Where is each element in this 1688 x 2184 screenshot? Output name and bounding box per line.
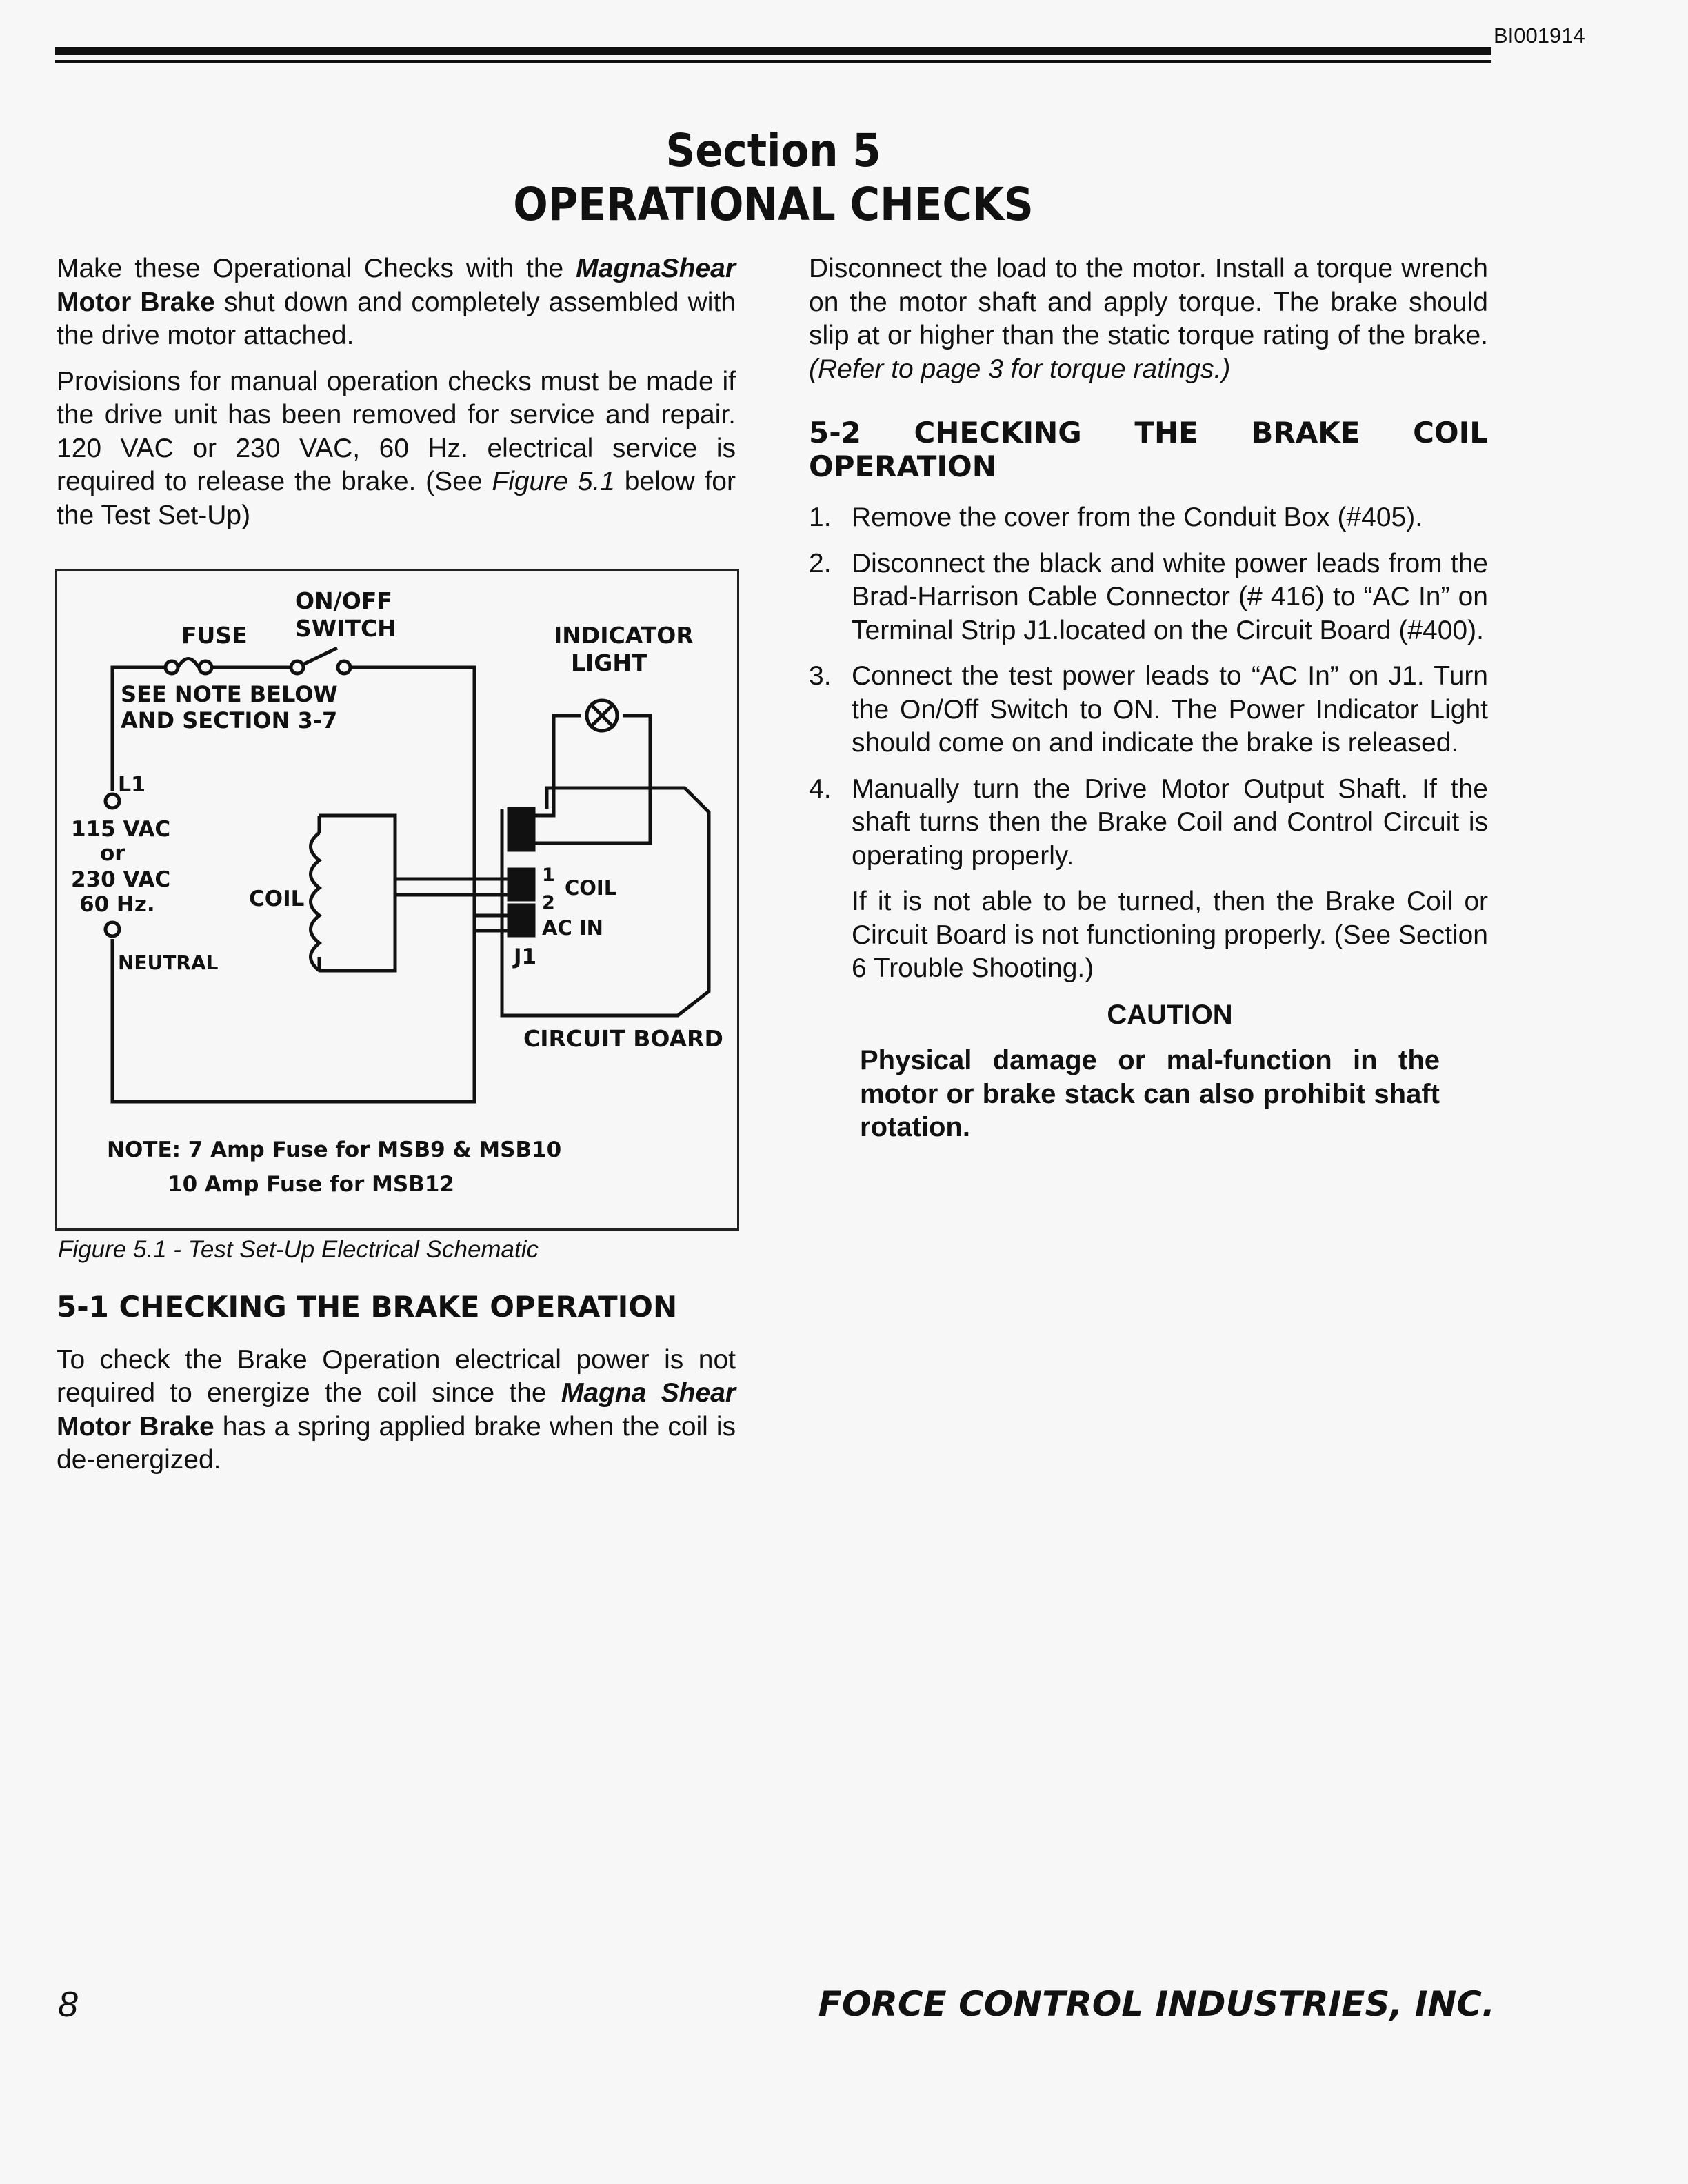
label-circuit-board: CIRCUIT BOARD — [523, 1025, 723, 1052]
label-indicator: INDICATOR — [554, 622, 694, 649]
label-see-note: SEE NOTE BELOW — [121, 681, 338, 707]
label-note-line2: 10 Amp Fuse for MSB12 — [168, 1172, 454, 1197]
label-pin1: 1 — [542, 865, 555, 886]
product-name-italic: MagnaShear — [576, 254, 736, 283]
figure-reference: Figure 5.1 — [492, 467, 615, 496]
test-setup-schematic — [57, 571, 737, 1228]
step-item: 2. Disconnect the black and white power leads from the Brad-Harrison Cable Connector (# 416) to “AC In” on Terminal Strip J1.located on the Circuit Board (#400). — [809, 548, 1488, 645]
label-onoff: ON/OFF — [295, 587, 392, 614]
not-turned-paragraph: If it is not able to be turned, then the Brake Coil or Circuit Board is not functioning properly. (See Section 6 Trouble Shooting.) — [852, 887, 1488, 983]
section-title: OPERATIONAL CHECKS — [513, 178, 1034, 231]
product-name-bold-2: Motor Brake — [57, 1411, 214, 1442]
step-item: 4. Manually turn the Drive Motor Output Shaft. If the shaft turns then the Brake Coil and Control Circuit is operating properly. — [809, 774, 1488, 871]
label-fuse: FUSE — [181, 622, 248, 649]
step-item: 1. Remove the cover from the Conduit Box (#405). — [809, 503, 1423, 532]
product-name-bold: Motor Brake — [57, 287, 215, 317]
section-5-2-heading: 5-2 CHECKING THE BRAKE COIL OPERATION — [809, 416, 1488, 483]
label-60hz: 60 Hz. — [79, 892, 155, 917]
right-column — [809, 252, 1488, 1157]
label-see-section: AND SECTION 3-7 — [121, 707, 338, 734]
label-note-line1: NOTE: 7 Amp Fuse for MSB9 & MSB10 — [107, 1138, 562, 1162]
label-pin2: 2 — [542, 892, 555, 913]
torque-reference: (Refer to page 3 for torque ratings.) — [809, 354, 1231, 384]
company-name: FORCE CONTROL INDUSTRIES, INC. — [818, 1984, 1495, 2024]
label-light: LIGHT — [571, 649, 647, 676]
label-neutral: NEUTRAL — [118, 951, 219, 974]
header-rule-thick — [55, 47, 1491, 55]
section-5-1 — [57, 1291, 736, 1490]
label-or: or — [100, 841, 125, 866]
caution-text: Physical damage or mal-function in the motor or brake stack can also prohibit shaft rotation. — [860, 1045, 1440, 1142]
provisions-paragraph: Provisions for manual operation checks must be made if the drive unit has been removed for service and repair. 120 VAC or 230 VAC, 60 Hz. electrical service is required to release the brake. (See Figure 5.1 below for the Test Set-Up) — [57, 366, 736, 530]
label-j1: J1 — [514, 944, 537, 969]
document-id: BI001914 — [1494, 23, 1585, 48]
page-number: 8 — [58, 1985, 78, 2025]
section-5-1-paragraph: To check the Brake Operation electrical power is not required to energize the coil since the Magna Shear Motor Brake has a spring applied brake when the coil is de-energized. — [57, 1344, 736, 1475]
label-l1: L1 — [118, 773, 145, 797]
step-item: 3. Connect the test power leads to “AC In” on J1. Turn the On/Off Switch to ON. The Power Indicator Light should come on and indicate the brake is released. — [809, 661, 1488, 758]
left-column-intro — [57, 252, 736, 545]
caution-heading: CAUTION — [1107, 999, 1233, 1030]
label-switch: SWITCH — [295, 615, 396, 642]
label-coil-left: COIL — [249, 887, 305, 911]
torque-paragraph: Disconnect the load to the motor. Install a torque wrench on the motor shaft and apply torque. The brake should slip at or higher than the static torque rating of the brake. (Refer to page 3 for torque ratings.) — [809, 254, 1488, 384]
product-name-italic-2: Magna Shear — [561, 1378, 736, 1408]
figure-caption: Figure 5.1 - Test Set-Up Electrical Schematic — [58, 1236, 539, 1263]
schematic-figure — [55, 569, 739, 1231]
intro-paragraph: Make these Operational Checks with the MagnaShear Motor Brake shut down and completely assembled with the drive motor attached. — [57, 254, 736, 350]
label-230vac: 230 VAC — [71, 867, 171, 892]
header-rule-thin — [55, 60, 1491, 63]
section-number: Section 5 — [665, 124, 881, 177]
section-5-1-heading: 5-1 CHECKING THE BRAKE OPERATION — [57, 1290, 678, 1324]
coil-check-steps — [809, 501, 1488, 873]
label-ac-in: AC IN — [542, 916, 603, 940]
label-coil-right: COIL — [565, 876, 617, 900]
label-115vac: 115 VAC — [71, 817, 171, 842]
